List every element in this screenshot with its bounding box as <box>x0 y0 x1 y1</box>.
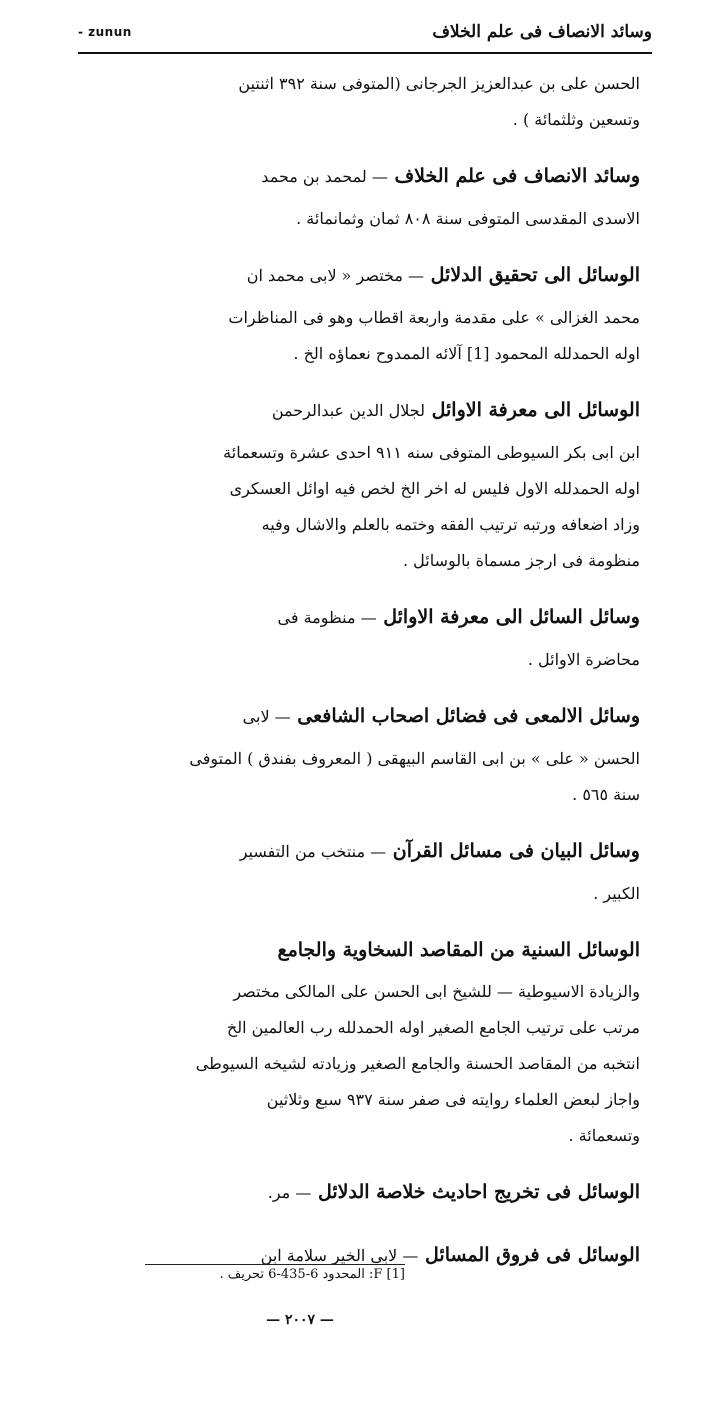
page-number: — ۲۰۰۷ — <box>266 1312 334 1328</box>
entry-heading-line <box>92 926 640 974</box>
entry-line: مرتب علی ترتیب الجامع الصغیر اوله الحمدلله رب العالمین الخ <box>226 1018 640 1037</box>
entry-heading: وسائل الالمعی فی فضائل اصحاب الشافعی <box>297 705 640 727</box>
entry-3 <box>92 251 640 372</box>
entry-line: محاضرة الاوائل . <box>527 650 640 669</box>
entries-column <box>92 66 640 1294</box>
running-header <box>78 22 652 54</box>
entry-heading-rest: لجلال الدین عبدالرحمن <box>271 401 425 420</box>
footnote: [1] F: المحدود 6-435-6 تحریف . <box>145 1264 405 1282</box>
entry-heading-line <box>92 827 640 876</box>
entry-heading-rest: — لابی الخیر سلامة ابن <box>260 1246 419 1265</box>
entry-heading-line <box>92 386 640 435</box>
entry-1 <box>92 66 640 138</box>
entry-heading: الوسائل الی تحقیق الدلائل <box>430 264 640 286</box>
running-title: وسائد الانصاف فی علم الخلاف <box>432 22 652 42</box>
entry-heading-rest: — لابی <box>242 707 291 726</box>
entry-2 <box>92 152 640 237</box>
entry-line: انتخبه من المقاصد الحسنة والجامع الصغیر وزیادته لشیخه السیوطی <box>195 1054 640 1073</box>
entry-7 <box>92 827 640 912</box>
entry-line: وتسعمائة . <box>568 1126 640 1145</box>
entry-line: اوله الحمدلله الاول فلیس له اخر الخ لخص فیه اوائل العسکری <box>229 479 640 498</box>
entry-line: الکبیر . <box>593 884 640 903</box>
entry-line: والزیادة الاسیوطیة — للشیخ ابی الحسن علی المالکی مختصر <box>233 982 640 1001</box>
entry-5 <box>92 593 640 678</box>
entry-heading-rest: — لمحمد بن محمد <box>261 167 388 186</box>
entry-heading-line <box>92 152 640 201</box>
entry-heading-rest: — مختصر « لابی محمد ان <box>246 266 425 285</box>
entry-8 <box>92 926 640 1154</box>
entry-heading: الوسائل فی تخریج احادیث خلاصة الدلائل <box>317 1181 640 1203</box>
entry-line: ابن ابی بکر السیوطی المتوفی سنه ۹۱۱ احدی عشرة وتسعمائة <box>223 443 640 462</box>
entry-line: الحسن علی بن عبدالعزیز الجرجانی (المتوفی سنة ۳۹۲ اثنتین <box>238 74 640 93</box>
entry-line: منظومة فی ارجز مسماة بالوسائل . <box>403 551 640 570</box>
entry-heading: الوسائل الی معرفة الاوائل <box>431 399 640 421</box>
entry-line: الحسن « علی » بن ابی القاسم البیهقی ( المعروف بفندق ) المتوفی <box>189 749 640 768</box>
entry-heading: الوسائل السنیة من المقاصد السخاویة والجامع <box>277 939 640 961</box>
entry-heading-line <box>92 593 640 642</box>
entry-heading: الوسائل فی فروق المسائل <box>425 1244 640 1266</box>
entry-heading: وسائل البیان فی مسائل القرآن <box>392 840 640 862</box>
entry-heading-line <box>92 251 640 300</box>
entry-heading: وسائد الانصاف فی علم الخلاف <box>394 165 640 187</box>
entry-6 <box>92 692 640 813</box>
entry-heading-line <box>92 1168 640 1217</box>
entry-4 <box>92 386 640 579</box>
entry-line: وزاد اضعافه ورتبه ترتیب الفقه وختمه بالعلم والاشال وفیه <box>261 515 640 534</box>
entry-line: محمد الغزالی » علی مقدمة واربعة اقطاب وهو فی المناظرات <box>228 308 640 327</box>
entry-line: وتسعین وثلثمائة ) . <box>512 110 640 129</box>
entry-line: واجاز لبعض العلماء روایته فی صفر سنة ۹۳۷ سبع وثلاثین <box>266 1090 640 1109</box>
entry-heading-rest: — منتخب من التفسیر <box>239 842 387 861</box>
entry-heading-line <box>92 692 640 741</box>
header-mark: - zunun <box>78 25 132 39</box>
entry-line: اوله الحمدلله المحمود [1] آلائه الممدوح نعماؤه الخ . <box>293 344 640 363</box>
entry-9 <box>92 1168 640 1217</box>
entry-heading: وسائل السائل الی معرفة الاوائل <box>383 606 640 628</box>
entry-line: سنة ٥٦٥ . <box>572 785 640 804</box>
entry-line: الاسدی المقدسی المتوفی سنة ۸۰۸ ثمان وثمانمائة . <box>296 209 640 228</box>
entry-heading-rest: — منظومة فی <box>277 608 377 627</box>
entry-heading-rest: — مر. <box>267 1183 312 1202</box>
